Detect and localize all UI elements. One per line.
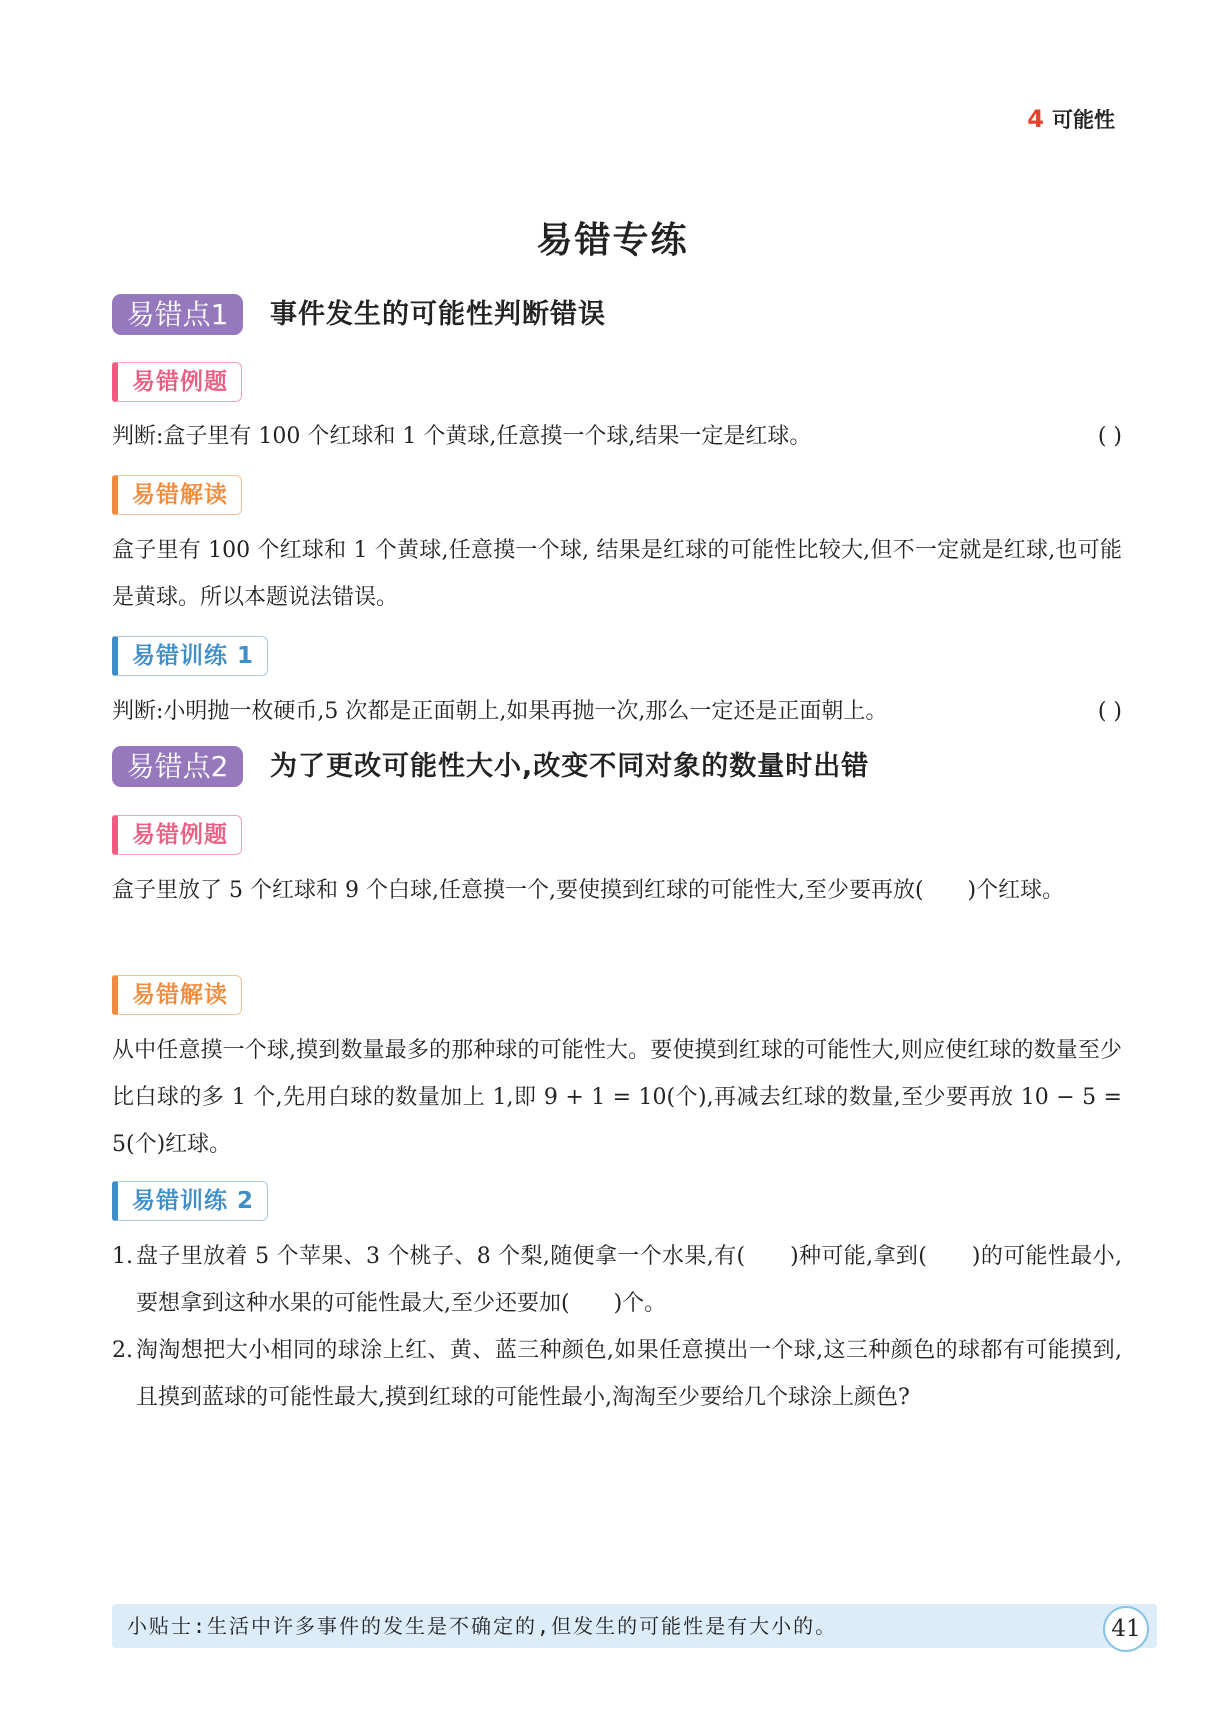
- chapter-header: [1027, 104, 1115, 134]
- tip-text: 小贴士:生活中许多事件的发生是不确定的,但发生的可能性是有大小的。: [127, 1614, 838, 1638]
- training-item-2-number: 2.: [112, 1338, 133, 1363]
- explain-text-1: 盒子里有 100 个红球和 1 个黄球,任意摸一个球, 结果是红球的可能性比较大,但不一定就是红球,也可能是黄球。所以本题说法错误。: [112, 538, 1122, 610]
- chapter-title: 可能性: [1052, 108, 1115, 132]
- error-point-2-badge: 易错点2: [112, 746, 243, 787]
- error-point-1-badge: 易错点1: [112, 294, 243, 335]
- explain-text-2: 从中任意摸一个球,摸到数量最多的那种球的可能性大。要使摸到红球的可能性大,则应使红球的数量至少比白球的多 1 个,先用白球的数量加上 1,即 9 + 1 = 10(个),再减去红球的数量,至少要再放 10 − 5 = 5(个)红球。: [112, 1038, 1122, 1157]
- example-question-2: 盒子里放了 5 个红球和 9 个白球,任意摸一个,要使摸到红球的可能性大,至少要再放( )个红球。: [112, 878, 1065, 903]
- explain-label-2: 易错解读: [112, 975, 242, 1015]
- example-question-1: [112, 413, 1122, 460]
- example-question-1-text: 判断:盒子里有 100 个红球和 1 个黄球,任意摸一个球,结果一定是红球。: [112, 424, 812, 449]
- training-question-1: [112, 688, 1122, 735]
- answer-parentheses: ( ): [1097, 699, 1122, 724]
- page-title: 易错专练: [536, 220, 689, 261]
- training-label-1: 易错训练 1: [112, 636, 268, 676]
- training-question-1-text: 判断:小明抛一枚硬币,5 次都是正面朝上,如果再抛一次,那么一定还是正面朝上。: [112, 699, 888, 724]
- error-point-1-title: 事件发生的可能性判断错误: [270, 299, 606, 330]
- page-number: 41: [1103, 1606, 1149, 1652]
- training-item-1-text: 盘子里放着 5 个苹果、3 个桃子、8 个梨,随便拿一个水果,有( )种可能,拿到( )的可能性最小,要想拿到这种水果的可能性最大,至少还要加( )个。: [136, 1244, 1122, 1316]
- training-label-2: 易错训练 2: [112, 1181, 268, 1221]
- example-label-2: 易错例题: [112, 815, 242, 855]
- training-item-2: [112, 1327, 1122, 1421]
- example-label-1: 易错例题: [112, 362, 242, 402]
- training-item-2-text: 淘淘想把大小相同的球涂上红、黄、蓝三种颜色,如果任意摸出一个球,这三种颜色的球都有可能摸到,且摸到蓝球的可能性最大,摸到红球的可能性最小,淘淘至少要给几个球涂上颜色?: [136, 1338, 1122, 1410]
- chapter-number: 4: [1027, 105, 1044, 133]
- training-item-1-number: 1.: [112, 1244, 133, 1269]
- answer-parentheses: ( ): [1097, 424, 1122, 449]
- explain-label-1: 易错解读: [112, 475, 242, 515]
- training-item-1: [112, 1233, 1122, 1327]
- error-point-2-title: 为了更改可能性大小,改变不同对象的数量时出错: [270, 751, 870, 782]
